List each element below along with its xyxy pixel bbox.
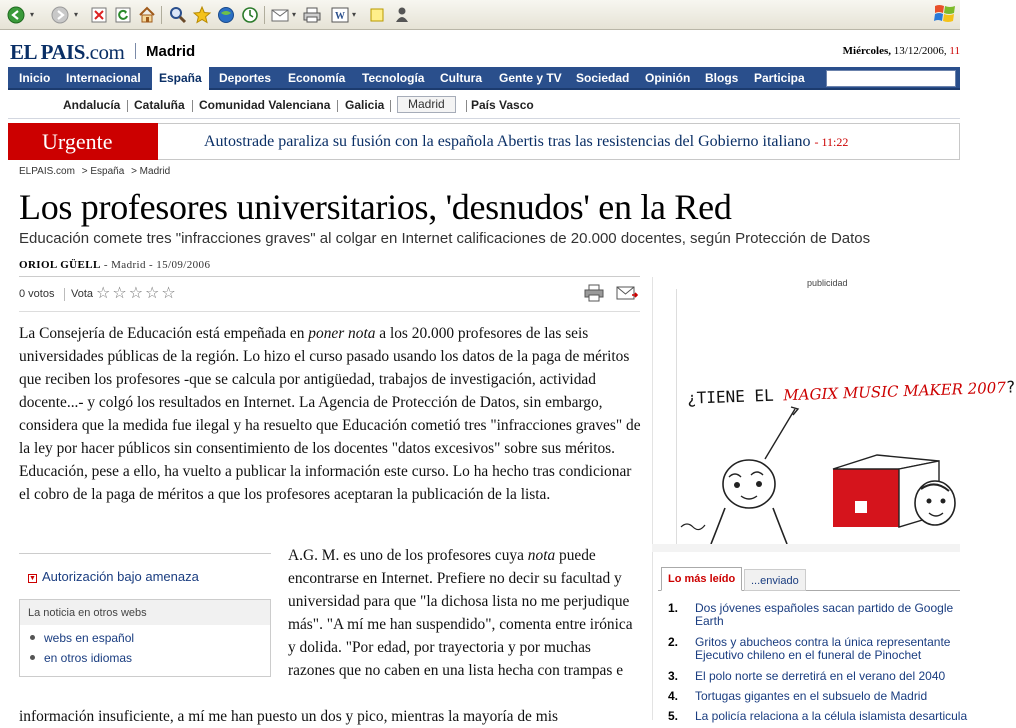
site-logo[interactable]: EL PAIS.com <box>10 40 125 64</box>
media-icon[interactable] <box>216 5 236 25</box>
forward-icon[interactable] <box>50 5 70 25</box>
back-dropdown-icon[interactable]: ▾ <box>30 10 35 19</box>
nav-item-espana[interactable]: España <box>151 67 209 90</box>
article-paragraph: A.G. M. es uno de los profesores cuya nota puede encontrarse en Internet. Prefiere no decir su facultad y universidad para que "la dichosa lista no me perjudique más". "A mí me han suspendido", comenta entre irónica y dolida. "Por edad, por trayectoria y por muchas razones que no caben en una lista hecha con trampas e <box>288 547 633 679</box>
history-icon[interactable] <box>240 5 260 25</box>
print-icon[interactable] <box>302 5 322 25</box>
subnav-separator <box>466 100 467 112</box>
windows-logo-icon <box>933 2 957 26</box>
subnav-item-madrid[interactable]: Madrid <box>397 96 456 113</box>
search-icon[interactable] <box>168 5 188 25</box>
divider <box>64 288 65 301</box>
subnav-separator <box>127 100 128 112</box>
bullet-icon <box>30 635 35 640</box>
star-icon[interactable]: ☆ <box>96 283 111 302</box>
toolbar-divider <box>264 6 265 24</box>
nav-item-sociedad[interactable]: Sociedad <box>576 71 630 85</box>
subnav-separator <box>337 100 338 112</box>
divider <box>19 311 640 312</box>
nav-item-economia[interactable]: Economía <box>288 71 346 85</box>
edit-icon[interactable] <box>330 5 350 25</box>
back-icon[interactable] <box>6 5 26 25</box>
list-item[interactable]: 4. Tortugas gigantes en el subsuelo de Madrid <box>668 689 928 703</box>
refresh-icon[interactable] <box>113 5 133 25</box>
svg-text:W: W <box>335 11 345 22</box>
breadcrumb-home[interactable]: ELPAIS.com <box>19 166 75 177</box>
subnav-item-cataluna[interactable]: Cataluña <box>134 98 185 112</box>
search-input[interactable] <box>826 70 956 87</box>
main-nav <box>8 67 960 90</box>
urgent-label: Urgente <box>8 123 158 160</box>
toolbar-divider <box>161 6 162 24</box>
nav-item-opinion[interactable]: Opinión <box>645 71 691 85</box>
divider <box>19 553 271 554</box>
urgent-bar <box>8 123 960 160</box>
star-icon[interactable]: ☆ <box>112 283 127 302</box>
advertisement[interactable] <box>676 289 1016 544</box>
browser-toolbar <box>0 0 960 30</box>
subnav-separator <box>390 100 391 112</box>
sub-nav <box>8 92 960 119</box>
article-byline <box>19 259 210 271</box>
edit-dropdown-icon[interactable]: ▾ <box>352 10 357 19</box>
favorites-icon[interactable] <box>192 5 212 25</box>
tab-most-read[interactable]: Lo más leído <box>661 567 742 591</box>
dateline: Miércoles, 13/12/2006, 11 <box>842 45 960 57</box>
article-subheadline: Educación comete tres "infracciones graves" al colgar en Internet calificaciones de 20.000 docentes, según Protección de Datos <box>19 230 871 247</box>
ad-label: publicidad <box>807 278 848 288</box>
most-read-tabs <box>658 567 960 591</box>
list-item[interactable]: 1. Dos jóvenes españoles sacan partido de Google Earth <box>668 601 954 628</box>
divider <box>652 544 960 552</box>
list-item[interactable]: 5. La policía relaciona a la célula islamista desarticula <box>668 709 968 723</box>
nav-item-participa[interactable]: Participa <box>754 71 805 85</box>
masthead <box>0 36 960 64</box>
rating-stars <box>96 284 176 302</box>
star-icon[interactable]: ☆ <box>128 283 144 302</box>
stop-icon[interactable] <box>89 5 109 25</box>
article-date: - Madrid - 15/09/2006 <box>103 259 211 271</box>
author-name: ORIOL GÜELL <box>19 259 101 271</box>
ad-headline: ¿TIENE EL MAGIX MUSIC MAKER 2007? <box>686 377 1016 408</box>
breadcrumb-espana[interactable]: > España <box>81 166 125 177</box>
home-icon[interactable] <box>137 5 157 25</box>
list-item[interactable]: 3. El polo norte se derretirá en el verano del 2040 <box>668 669 946 683</box>
star-icon[interactable]: ☆ <box>145 283 160 302</box>
messenger-icon[interactable] <box>392 5 412 25</box>
tab-most-sent[interactable]: ...enviado <box>744 569 806 591</box>
vote-label: Vota <box>71 288 94 300</box>
subnav-item-andalucia[interactable]: Andalucía <box>63 98 121 112</box>
article-paragraph: La Consejería de Educación está empeñada en poner nota a los 20.000 profesores de las seis universidades públicas de la región. Lo hizo el curso pasado usando los datos de la paga de méritos que reciben los profesores -que se calcula por antigüedad, trabajos de investigación, actividad docente...- y colgó los resultados en Internet. La Agencia de Protección de Datos, sin embargo, considera que la medida fue ilegal y ha resuelto que Educación cometió tres "infracciones graves" de la ley por hacer públicos sin consentimiento de los docentes "datos excesivos" sobre sus méritos. Educación, pese a ello, ha vuelto a publicar la información este curso. Lo ha hecho tras condicionar el cobro de la paga de méritos a que los profesores aceptaran la publicación de la lista. <box>19 325 641 503</box>
nav-item-inicio[interactable]: Inicio <box>19 71 51 85</box>
divider <box>19 276 640 277</box>
related-link[interactable]: ▼ Autorización bajo amenaza <box>29 569 199 584</box>
votes-count: 0 votos <box>19 288 55 300</box>
column-divider <box>652 277 653 720</box>
subnav-item-pais-vasco[interactable]: País Vasco <box>471 98 534 112</box>
list-item[interactable]: 2. Gritos y abucheos contra la única representante Ejecutivo chileno en el funeral de Pinochet <box>668 635 951 662</box>
edition-label: Madrid <box>146 43 196 60</box>
logo-divider <box>135 43 136 59</box>
nav-item-blogs[interactable]: Blogs <box>705 71 739 85</box>
forward-dropdown-icon[interactable]: ▾ <box>74 10 79 19</box>
breadcrumb <box>19 166 174 177</box>
nav-item-tecnologia[interactable]: Tecnología <box>362 71 425 85</box>
star-icon[interactable]: ☆ <box>161 283 176 302</box>
other-webs-item[interactable]: en otros idiomas <box>30 651 132 665</box>
other-webs-title: La noticia en otros webs <box>20 600 270 625</box>
subnav-separator <box>192 100 193 112</box>
mail-icon[interactable] <box>270 5 290 25</box>
urgent-time: - 11:22 <box>814 135 849 149</box>
urgent-headline[interactable]: Autostrade paraliza su fusión con la española Abertis tras las resistencias del Gobierno italiano - 11:22 <box>204 133 849 150</box>
nav-item-cultura[interactable]: Cultura <box>440 71 482 85</box>
subnav-item-galicia[interactable]: Galicia <box>345 98 385 112</box>
nav-item-gente-tv[interactable]: Gente y TV <box>499 71 562 85</box>
other-webs-box <box>19 599 271 677</box>
ad-illustration <box>677 289 961 544</box>
mail-dropdown-icon[interactable]: ▾ <box>292 10 297 19</box>
subnav-item-comunidad-valenciana[interactable]: Comunidad Valenciana <box>199 98 331 112</box>
article-paragraph: información insuficiente, a mí me han puesto un dos y pico, mientras la mayoría de mis <box>19 708 558 725</box>
bullet-icon <box>30 655 35 660</box>
nav-item-internacional[interactable]: Internacional <box>66 71 141 85</box>
breadcrumb-madrid[interactable]: > Madrid <box>131 166 171 177</box>
print-article-icon[interactable] <box>584 284 604 302</box>
discuss-icon[interactable] <box>367 5 387 25</box>
article-headline: Los profesores universitarios, 'desnudos' en la Red <box>19 187 732 227</box>
nav-item-deportes[interactable]: Deportes <box>219 71 272 85</box>
arrow-icon: ▼ <box>29 575 36 582</box>
other-webs-item[interactable]: webs en español <box>30 631 134 645</box>
email-article-icon[interactable] <box>616 285 638 301</box>
